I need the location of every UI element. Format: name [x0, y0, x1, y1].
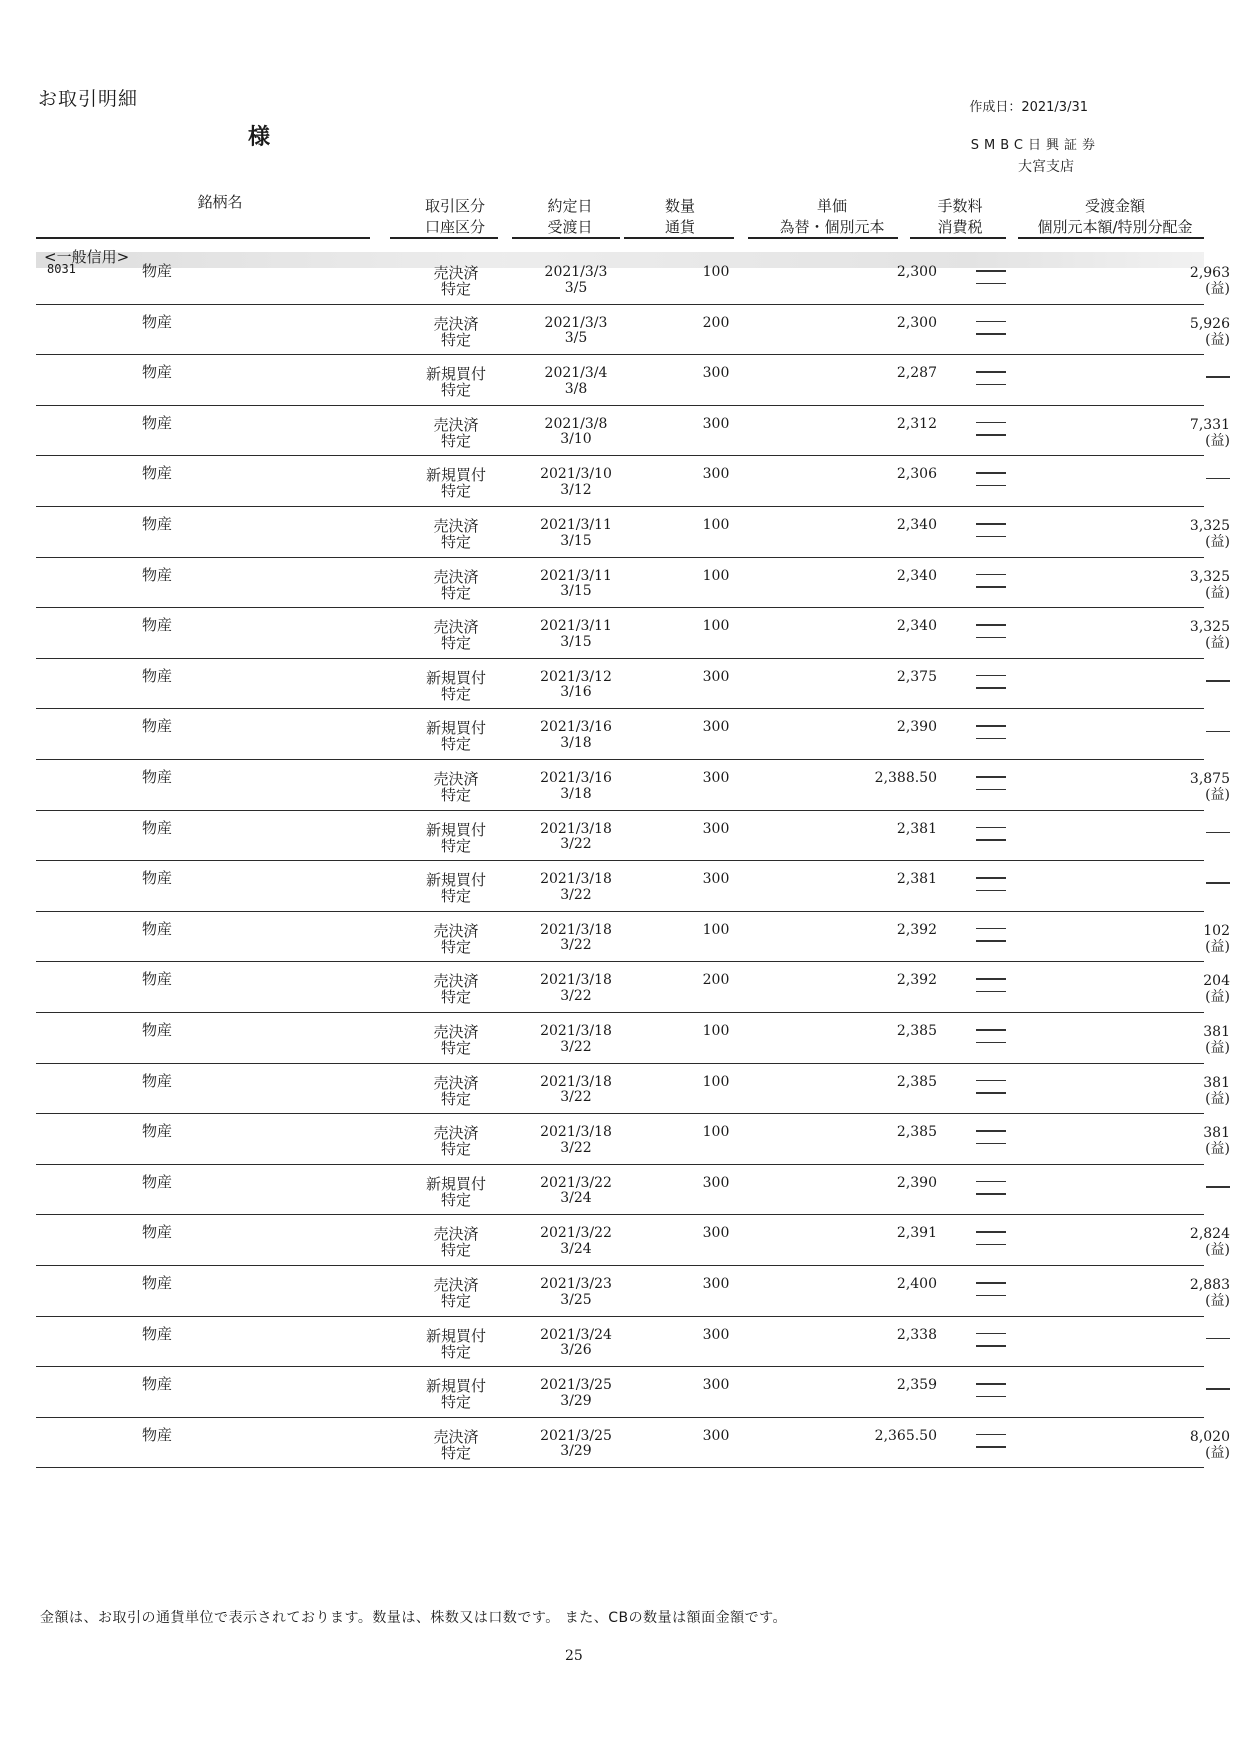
trade-type: 売決済 特定 — [433, 415, 479, 450]
settlement-amount: 7,331 (益) — [1189, 416, 1230, 449]
col-header-kubun: 取引区分 口座区分 — [424, 197, 485, 236]
unit-price: 2,391 — [896, 1225, 937, 1242]
security-name: 物産 — [142, 363, 173, 382]
trade-dates: 2021/3/11 3/15 — [540, 567, 612, 600]
security-name: 物産 — [142, 717, 173, 736]
trade-type: 新規買付 特定 — [425, 1377, 486, 1412]
fee-dashes — [976, 675, 1006, 700]
fee-dashes — [976, 1029, 1006, 1054]
security-code: 8031 — [47, 262, 76, 276]
quantity: 300 — [702, 1174, 730, 1191]
unit-price: 2,300 — [896, 264, 937, 280]
table-row — [36, 911, 1230, 963]
col-header-price: 単価 為替・個別元本 — [779, 197, 885, 236]
trade-type: 売決済 特定 — [433, 972, 479, 1007]
settlement-amount: 381 (益) — [1203, 1024, 1230, 1056]
fee-dashes — [976, 270, 1006, 295]
security-name: 物産 — [142, 919, 173, 938]
header-rule — [910, 237, 1006, 239]
trade-dates: 2021/3/25 3/29 — [540, 1427, 612, 1460]
unit-price: 2,300 — [896, 314, 937, 331]
trade-dates: 2021/3/25 3/29 — [540, 1377, 612, 1409]
trade-dates: 2021/3/10 3/12 — [540, 466, 612, 498]
unit-price: 2,340 — [896, 517, 937, 533]
fee-dashes — [976, 725, 1006, 750]
security-name: 物産 — [142, 666, 173, 685]
empty-amount-dash — [1206, 680, 1230, 682]
quantity: 300 — [702, 415, 730, 432]
page-number: 25 — [565, 1648, 583, 1664]
trade-dates: 2021/3/22 3/24 — [540, 1225, 612, 1257]
trade-type: 売決済 特定 — [433, 314, 479, 349]
trade-type: 新規買付 特定 — [425, 820, 486, 855]
security-name: 物産 — [142, 464, 173, 483]
settlement-amount — [1066, 822, 1230, 838]
unit-price: 2,340 — [896, 618, 937, 635]
fee-dashes — [976, 523, 1006, 548]
unit-price: 2,359 — [896, 1377, 937, 1394]
unit-price: 2,365.50 — [874, 1427, 937, 1444]
settlement-amount — [1066, 872, 1230, 888]
table-row — [36, 304, 1230, 356]
quantity: 100 — [702, 618, 730, 635]
empty-amount-dash — [1206, 832, 1230, 834]
trade-type: 売決済 特定 — [433, 1225, 479, 1260]
security-name: 物産 — [142, 1324, 173, 1343]
header-rule — [624, 237, 734, 239]
fee-dashes — [976, 1080, 1006, 1105]
trade-type: 売決済 特定 — [433, 1073, 479, 1108]
security-name: 物産 — [142, 616, 173, 635]
quantity: 300 — [702, 466, 730, 483]
security-name: 物産 — [142, 1172, 173, 1191]
security-name: 物産 — [142, 262, 173, 280]
trade-dates: 2021/3/11 3/15 — [540, 517, 612, 549]
security-name: 物産 — [142, 1122, 173, 1141]
settlement-amount — [1066, 467, 1230, 483]
fee-dashes — [976, 624, 1006, 649]
trade-dates: 2021/3/18 3/22 — [540, 1023, 612, 1055]
trade-type: 売決済 特定 — [433, 567, 479, 602]
security-name: 物産 — [142, 970, 173, 989]
settlement-amount — [1066, 670, 1230, 686]
table-row — [36, 708, 1204, 760]
security-name: 物産 — [142, 869, 173, 888]
fee-dashes — [976, 1130, 1006, 1155]
quantity: 100 — [702, 1073, 730, 1090]
settlement-amount: 3,875 (益) — [1189, 771, 1230, 803]
fee-dashes — [976, 1181, 1006, 1206]
trade-type: 売決済 特定 — [433, 517, 479, 551]
settlement-amount: 2,883 (益) — [1189, 1277, 1230, 1309]
unit-price: 2,400 — [896, 1276, 937, 1292]
settlement-amount: 381 (益) — [1203, 1125, 1230, 1158]
settlement-amount: 3,325 (益) — [1189, 619, 1230, 652]
quantity: 300 — [702, 668, 730, 685]
quantity: 100 — [702, 517, 730, 533]
trade-type: 新規買付 特定 — [425, 871, 486, 906]
col-header-qty: 数量 通貨 — [664, 197, 695, 236]
trade-dates: 2021/3/16 3/18 — [540, 770, 612, 802]
table-row — [36, 658, 1204, 710]
security-name: 物産 — [142, 312, 173, 331]
settlement-amount: 8,020 (益) — [1189, 1428, 1230, 1461]
created-date: 作成日：2021/3/31 — [969, 100, 1088, 115]
quantity: 300 — [702, 1427, 730, 1444]
trade-dates: 2021/3/22 3/24 — [540, 1174, 612, 1207]
header-rule — [390, 237, 498, 239]
fee-dashes — [976, 574, 1006, 599]
settlement-amount: 5,926 (益) — [1189, 315, 1230, 348]
quantity: 200 — [702, 972, 730, 989]
table-row — [36, 1164, 1204, 1216]
trade-type: 新規買付 特定 — [425, 1326, 486, 1361]
trade-type: 新規買付 特定 — [425, 719, 486, 754]
fee-dashes — [976, 877, 1006, 902]
table-row — [36, 1113, 1230, 1165]
trade-type: 売決済 特定 — [433, 1124, 479, 1159]
col-header-amount: 受渡金額 個別元本額/特別分配金 — [1037, 197, 1193, 236]
table-row — [36, 1214, 1230, 1266]
header-rule — [36, 237, 370, 239]
table-row — [36, 405, 1230, 457]
trade-dates: 2021/3/18 3/22 — [540, 1073, 612, 1106]
table-row — [36, 1316, 1204, 1368]
unit-price: 2,340 — [896, 567, 937, 584]
security-name: 物産 — [142, 1071, 173, 1090]
fee-dashes — [976, 472, 1006, 497]
fee-dashes — [976, 321, 1006, 346]
security-name: 物産 — [142, 1021, 173, 1039]
table-row — [36, 1063, 1230, 1115]
settlement-amount: 2,963 (益) — [1189, 265, 1230, 297]
unit-price: 2,388.50 — [874, 770, 937, 786]
quantity: 300 — [702, 1326, 730, 1343]
trade-dates: 2021/3/4 3/8 — [544, 365, 608, 397]
unit-price: 2,385 — [896, 1073, 937, 1090]
table-row — [36, 1012, 1230, 1064]
quantity: 100 — [702, 921, 730, 938]
fee-dashes — [976, 371, 1006, 396]
quantity: 300 — [702, 365, 730, 382]
settlement-amount — [1066, 1378, 1230, 1394]
unit-price: 2,385 — [896, 1124, 937, 1141]
trade-type: 売決済 特定 — [433, 921, 479, 956]
security-name: 物産 — [142, 818, 173, 837]
settlement-amount — [1066, 366, 1230, 382]
trade-dates: 2021/3/8 3/10 — [544, 415, 608, 448]
settlement-amount: 381 (益) — [1203, 1074, 1230, 1107]
unit-price: 2,385 — [896, 1023, 937, 1039]
quantity: 100 — [702, 567, 730, 584]
header-rule — [1018, 237, 1204, 239]
document-title: お取引明細 — [38, 88, 139, 110]
table-row — [36, 1366, 1204, 1418]
fee-dashes — [976, 1383, 1006, 1408]
security-name: 物産 — [142, 1274, 173, 1292]
quantity: 200 — [702, 314, 730, 331]
footer-note: 金額は、お取引の通貨単位で表示されております。数量は、株数又は口数です。 また、CBの数量は額面金額です。 — [40, 1610, 787, 1626]
table-row — [36, 1265, 1230, 1317]
unit-price: 2,390 — [896, 1174, 937, 1191]
unit-price: 2,390 — [896, 719, 937, 736]
quantity: 100 — [702, 264, 730, 280]
settlement-amount — [1066, 720, 1230, 736]
settlement-amount: 102 (益) — [1203, 922, 1230, 955]
fee-dashes — [976, 1282, 1006, 1307]
col-header-fee: 手数料 消費税 — [937, 197, 983, 236]
table-row — [36, 961, 1230, 1013]
trade-dates: 2021/3/12 3/16 — [540, 668, 612, 701]
trade-dates: 2021/3/11 3/15 — [540, 618, 612, 650]
empty-amount-dash — [1206, 731, 1230, 733]
security-name: 物産 — [142, 1425, 173, 1444]
empty-amount-dash — [1206, 1186, 1230, 1188]
security-name: 物産 — [142, 515, 173, 533]
trade-type: 売決済 特定 — [433, 264, 479, 298]
quantity: 300 — [702, 871, 730, 888]
trade-type: 売決済 特定 — [433, 1023, 479, 1057]
branch-name: 大宮支店 — [1018, 159, 1074, 175]
fee-dashes — [976, 776, 1006, 801]
trade-dates: 2021/3/18 3/22 — [540, 871, 612, 903]
header-rule — [512, 237, 620, 239]
quantity: 300 — [702, 1276, 730, 1292]
security-name: 物産 — [142, 565, 173, 584]
trade-type: 新規買付 特定 — [425, 668, 486, 703]
trade-type: 売決済 特定 — [433, 1276, 479, 1310]
table-row — [36, 759, 1230, 811]
honorific: 様 — [248, 125, 271, 150]
col-header-date: 約定日 受渡日 — [547, 197, 593, 236]
trade-dates: 2021/3/16 3/18 — [540, 719, 612, 751]
company-name: SMBC日興証券 — [970, 138, 1100, 153]
trade-dates: 2021/3/24 3/26 — [540, 1326, 612, 1359]
settlement-amount: 2,824 (益) — [1189, 1226, 1230, 1259]
quantity: 100 — [702, 1124, 730, 1141]
fee-dashes — [976, 827, 1006, 852]
settlement-amount: 3,325 (益) — [1189, 518, 1230, 550]
unit-price: 2,381 — [896, 820, 937, 837]
security-name: 物産 — [142, 1223, 173, 1242]
trade-dates: 2021/3/3 3/5 — [544, 314, 608, 347]
security-name: 物産 — [142, 413, 173, 432]
col-header-name: 銘柄名 — [197, 193, 243, 211]
security-name: 物産 — [142, 768, 173, 786]
trade-dates: 2021/3/3 3/5 — [544, 264, 608, 296]
trade-type: 新規買付 特定 — [425, 466, 486, 501]
trade-dates: 2021/3/18 3/22 — [540, 820, 612, 853]
quantity: 300 — [702, 719, 730, 736]
unit-price: 2,306 — [896, 466, 937, 483]
header-rule — [748, 237, 898, 239]
trade-dates: 2021/3/18 3/22 — [540, 972, 612, 1004]
table-row — [36, 354, 1204, 406]
fee-dashes — [976, 978, 1006, 1003]
settlement-amount — [1066, 1176, 1230, 1192]
fee-dashes — [976, 1231, 1006, 1256]
settlement-amount: 204 (益) — [1203, 973, 1230, 1006]
security-name: 物産 — [142, 1375, 173, 1394]
settlement-amount — [1066, 1328, 1230, 1344]
settlement-amount: 3,325 (益) — [1189, 568, 1230, 601]
trade-type: 売決済 特定 — [433, 770, 479, 804]
unit-price: 2,312 — [896, 415, 937, 432]
table-row — [36, 506, 1230, 558]
fee-dashes — [976, 422, 1006, 447]
fee-dashes — [976, 928, 1006, 953]
trade-type: 売決済 特定 — [433, 1427, 479, 1462]
unit-price: 2,338 — [896, 1326, 937, 1343]
table-row — [36, 557, 1230, 609]
table-row — [36, 860, 1204, 912]
empty-amount-dash — [1206, 376, 1230, 378]
unit-price: 2,375 — [896, 668, 937, 685]
trade-dates: 2021/3/18 3/22 — [540, 921, 612, 954]
quantity: 300 — [702, 770, 730, 786]
table-row — [36, 607, 1230, 659]
quantity: 300 — [702, 820, 730, 837]
empty-amount-dash — [1206, 478, 1230, 480]
table-row — [36, 253, 1230, 305]
empty-amount-dash — [1206, 1338, 1230, 1340]
table-row — [36, 455, 1204, 507]
table-row — [36, 810, 1204, 862]
unit-price: 2,381 — [896, 871, 937, 888]
empty-amount-dash — [1206, 1388, 1230, 1390]
fee-dashes — [976, 1434, 1006, 1459]
unit-price: 2,392 — [896, 921, 937, 938]
empty-amount-dash — [1206, 882, 1230, 884]
unit-price: 2,392 — [896, 972, 937, 989]
trade-dates: 2021/3/23 3/25 — [540, 1276, 612, 1308]
trade-type: 新規買付 特定 — [425, 365, 486, 400]
trade-type: 売決済 特定 — [433, 618, 479, 653]
quantity: 300 — [702, 1225, 730, 1242]
section-label: <一般信用> — [44, 248, 130, 266]
quantity: 100 — [702, 1023, 730, 1039]
table-row — [36, 1417, 1230, 1469]
quantity: 300 — [702, 1377, 730, 1394]
fee-dashes — [976, 1333, 1006, 1358]
trade-dates: 2021/3/18 3/22 — [540, 1124, 612, 1156]
unit-price: 2,287 — [896, 365, 937, 382]
trade-type: 新規買付 特定 — [425, 1174, 486, 1209]
